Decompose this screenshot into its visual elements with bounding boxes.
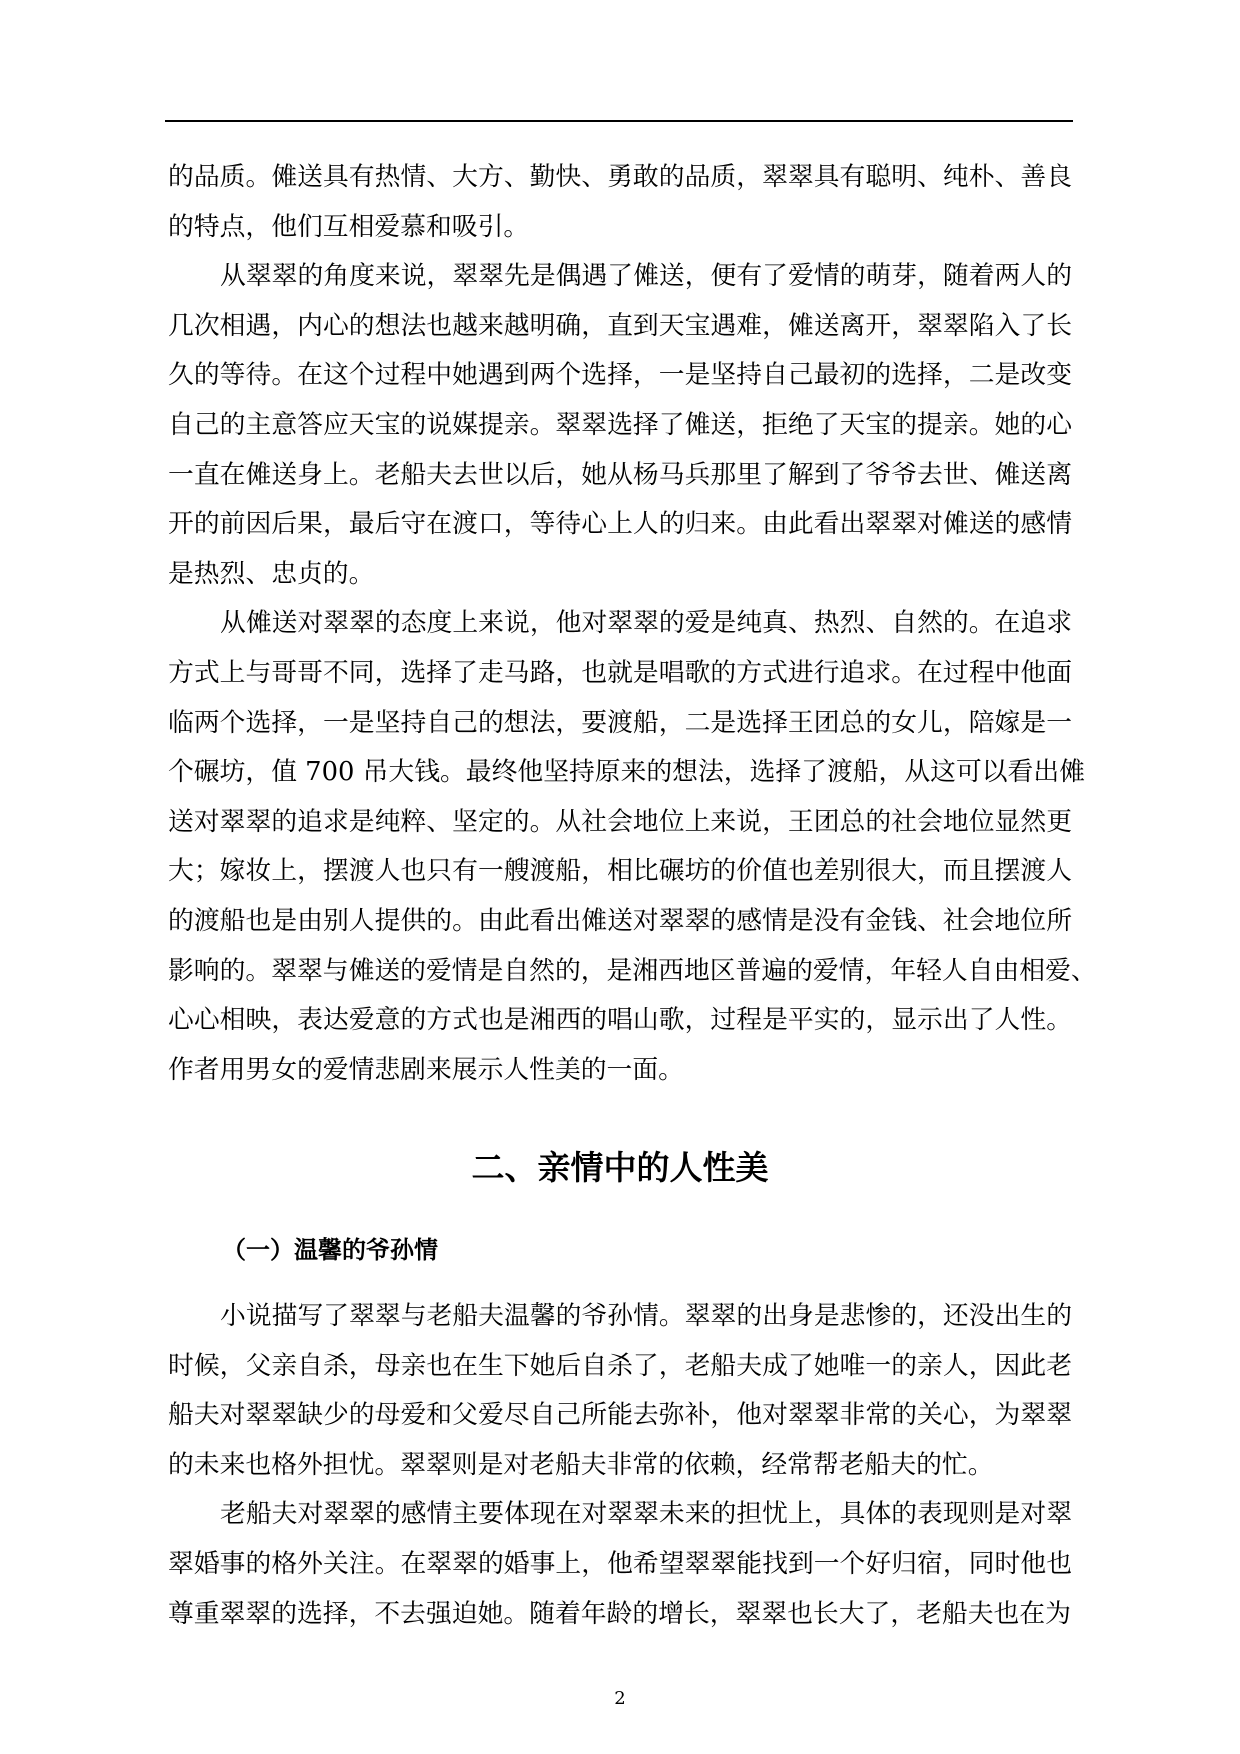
text-line: 的渡船也是由别人提供的。由此看出傩送对翠翠的感情是没有金钱、社会地位所 bbox=[168, 905, 1072, 936]
header-rule bbox=[165, 120, 1073, 122]
text-line: 久的等待。在这个过程中她遇到两个选择，一是坚持自己最初的选择，二是改变 bbox=[168, 360, 1072, 391]
text-line: 是热烈、忠贞的。 bbox=[168, 558, 375, 589]
paragraph bbox=[168, 599, 1097, 1095]
text-line: 大；嫁妆上，摆渡人也只有一艘渡船，相比碾坊的价值也差别很大，而且摆渡人 bbox=[168, 856, 1072, 887]
section-heading: 二、亲情中的人性美 bbox=[471, 1148, 769, 1187]
text-line: 临两个选择，一是坚持自己的想法，要渡船，二是选择王团总的女儿，陪嫁是一 bbox=[168, 707, 1072, 738]
text-line: 影响的。翠翠与傩送的爱情是自然的，是湘西地区普遍的爱情，年轻人自由相爱、 bbox=[168, 955, 1097, 986]
text-line: 的未来也格外担忧。翠翠则是对老船夫非常的依赖，经常帮老船夫的忙。 bbox=[168, 1449, 994, 1480]
page-number: 2 bbox=[614, 1688, 626, 1709]
text-line: 从傩送对翠翠的态度上来说，他对翠翠的爱是纯真、热烈、自然的。在追求 bbox=[220, 608, 1072, 639]
paragraph bbox=[168, 252, 1072, 599]
text-line: 作者用男女的爱情悲剧来展示人性美的一面。 bbox=[168, 1054, 684, 1085]
body-text-section-two bbox=[168, 1292, 1072, 1639]
text-line: 方式上与哥哥不同，选择了走马路，也就是唱歌的方式进行追求。在过程中他面 bbox=[168, 657, 1072, 688]
text-line: 小说描写了翠翠与老船夫温馨的爷孙情。翠翠的出身是悲惨的，还没出生的 bbox=[220, 1301, 1072, 1331]
text-line: 自己的主意答应天宝的说媒提亲。翠翠选择了傩送，拒绝了天宝的提亲。她的心 bbox=[168, 409, 1072, 440]
text-line: 的品质。傩送具有热情、大方、勤快、勇敢的品质，翠翠具有聪明、纯朴、善良 bbox=[168, 162, 1072, 192]
text-line: 尊重翠翠的选择，不去强迫她。随着年龄的增长，翠翠也长大了，老船夫也在为 bbox=[168, 1598, 1071, 1629]
paragraph bbox=[168, 1490, 1072, 1639]
text-line: 时候，父亲自杀，母亲也在生下她后自杀了，老船夫成了她唯一的亲人，因此老 bbox=[168, 1350, 1072, 1381]
subsection-heading: （一）温馨的爷孙情 bbox=[222, 1236, 438, 1264]
text-line: 送对翠翠的追求是纯粹、坚定的。从社会地位上来说，王团总的社会地位显然更 bbox=[168, 806, 1072, 837]
text-line: 心心相映，表达爱意的方式也是湘西的唱山歌，过程是平实的，显示出了人性。 bbox=[168, 1005, 1072, 1036]
text-line: 船夫对翠翠缺少的母爱和父爱尽自己所能去弥补，他对翠翠非常的关心，为翠翠 bbox=[168, 1400, 1072, 1431]
text-line: 老船夫对翠翠的感情主要体现在对翠翠未来的担忧上，具体的表现则是对翠 bbox=[220, 1499, 1072, 1530]
text-line: 个碾坊，值 700 吊大钱。最终他坚持原来的想法，选择了渡船，从这可以看出傩 bbox=[168, 757, 1085, 788]
paragraph bbox=[168, 153, 1072, 252]
text-line: 翠婚事的格外关注。在翠翠的婚事上，他希望翠翠能找到一个好归宿，同时他也 bbox=[168, 1548, 1072, 1579]
body-text-section-one bbox=[168, 153, 1097, 1095]
text-line: 开的前因后果，最后守在渡口，等待心上人的归来。由此看出翠翠对傩送的感情 bbox=[168, 509, 1072, 540]
text-line: 从翠翠的角度来说，翠翠先是偶遇了傩送，便有了爱情的萌芽，随着两人的 bbox=[220, 261, 1072, 292]
paragraph bbox=[168, 1292, 1072, 1490]
text-line: 的特点，他们互相爱慕和吸引。 bbox=[168, 211, 530, 242]
text-line: 几次相遇，内心的想法也越来越明确，直到天宝遇难，傩送离开，翠翠陷入了长 bbox=[168, 310, 1072, 341]
text-line: 一直在傩送身上。老船夫去世以后，她从杨马兵那里了解到了爷爷去世、傩送离 bbox=[168, 459, 1072, 490]
